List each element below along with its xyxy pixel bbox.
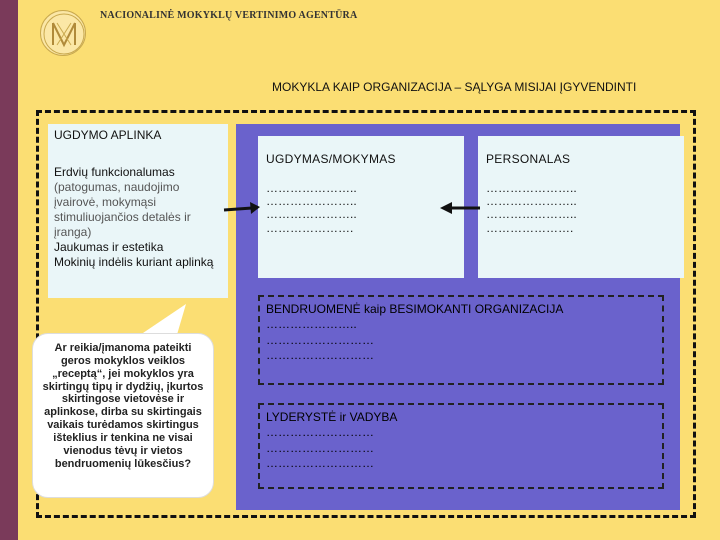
bendruomene-line: ………………….. [266,317,357,332]
personalas-line: …………………. [486,220,574,235]
bendruomene-line: ……………………… [266,332,374,347]
ugdymas-line: ………………….. [266,207,357,222]
ugdymas-line: ………………….. [266,194,357,209]
speech-bubble-text: Ar reikia/įmanoma pateikti geros mokyklos veiklos „receptą“, jei mokyklos yra skirtingų tipų ir dydžių, įkurtos skirtingose vietovėse ir aplinkose, dirba su skirtingais vaikais turėdamos skirtingus išteklius ir tenkina ne visai vienodus tėvų ir vietos bendruomenių lūkesčius? [42,342,204,470]
personalas-line: ………………….. [486,194,577,209]
right-arrow-icon [438,198,482,218]
ugdymas-line: …………………. [266,220,354,235]
personalas-card [478,136,684,278]
ugdymo-aplinka-panel [48,124,228,298]
personalas-line: ………………….. [486,207,577,222]
agency-logo [40,10,86,56]
left-arrow-icon [222,198,262,218]
lyderyste-line: ……………………… [266,425,374,440]
ugdymo-aplinka-heading: UGDYMO APLINKA [54,128,162,142]
ugdymas-line: ………………….. [266,181,357,195]
bendruomene-heading: BENDRUOMENĖ kaip BESIMOKANTI ORGANIZACIJA [266,302,564,316]
lyderyste-heading: LYDERYSTĖ ir VADYBA [266,410,398,424]
lyderyste-line: ……………………… [266,440,374,455]
bendruomene-box [258,295,664,385]
lyderyste-box [258,403,664,489]
speech-bubble [32,333,214,498]
ugdymas-heading: UGDYMAS/MOKYMAS [266,152,396,166]
lyderyste-line: ……………………… [266,456,374,471]
ugdymas-card [258,136,464,278]
personalas-heading: PERSONALAS [486,152,571,166]
ugdymo-aplinka-text-2: (patogumas, naudojimo įvairovė, mokymąsi stimuliuojančios detalės ir įranga) [54,180,191,239]
ugdymo-aplinka-text-1: Erdvių funkcionalumas [54,165,175,179]
ugdymo-aplinka-text-3: Jaukumas ir estetika [54,240,164,254]
ugdymo-aplinka-text-4: Mokinių indėlis kuriant aplinką [54,255,214,269]
left-accent-bar [0,0,18,540]
agency-name: NACIONALINĖ MOKYKLŲ VERTINIMO AGENTŪRA [100,10,358,21]
bendruomene-line: ……………………… [266,348,374,363]
page-title: MOKYKLA KAIP ORGANIZACIJA – SĄLYGA MISIJAI ĮGYVENDINTI [272,80,637,94]
personalas-line: ………………….. [486,181,577,195]
